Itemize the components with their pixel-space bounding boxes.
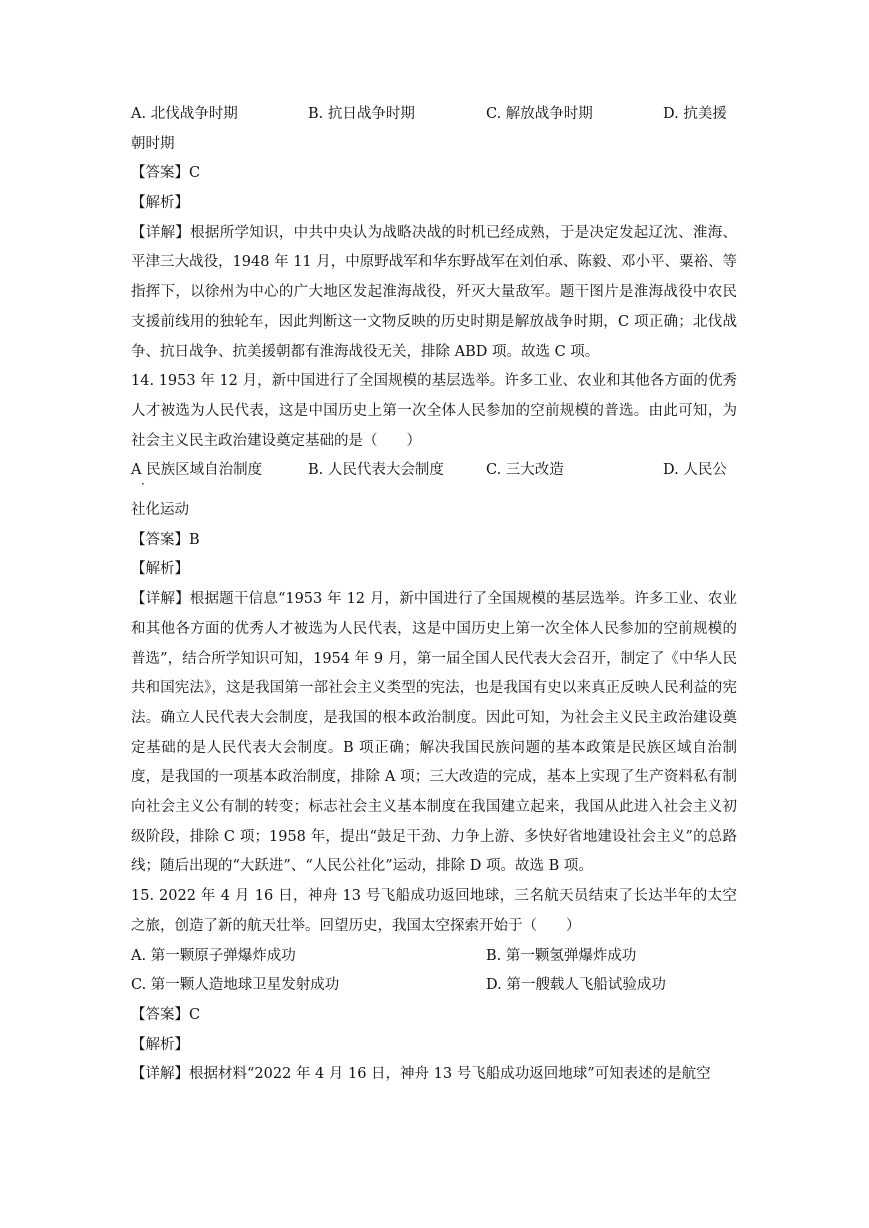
q14-option-a: A 民族区域自治制度: [131, 462, 263, 479]
q13-option-c: C. 解放战争时期: [486, 106, 593, 122]
q13-answer: 【答案】C: [131, 165, 201, 182]
q15-option-a: A. 第一颗原子弹爆炸成功: [131, 947, 296, 964]
q14-option-d: D. 人民公: [663, 462, 727, 479]
q15-detail: 【详解】根据材料“2022 年 4 月 16 日，神舟 13 号飞船成功返回地球”可知表述的是航空: [131, 1066, 711, 1083]
q14-options: [131, 456, 737, 492]
q13-analysis-heading: 【解析】: [131, 195, 189, 212]
q13-detail: 【详解】根据所学知识，中共中央认为战略决战的时机已经成熟，于是决定发起辽沈、淮海、平津三大战役，1948 年 11 月，中原野战军和华东野战军在刘伯承、陈毅、邓小平、粟裕、等指挥下，以徐州为中心的广大地区发起淮海战役，歼灭大量敌军。题干图片是淮海战役中农民支援前线用的独轮车，因此判断这一文物反映的历史时期是解放战争时期，C 项正确；北伐战争、抗日战争、抗美援朝都有淮海战役无关，排除 ABD 项。故选 C 项。: [131, 224, 737, 360]
q15-option-d: D. 第一艘载人飞船试验成功: [486, 977, 666, 994]
q15-options-row-2: [131, 971, 737, 1001]
q15-option-b: B. 第一颗氢弹爆炸成功: [486, 947, 637, 964]
q13-option-continuation: 朝时期: [131, 135, 175, 152]
q15-analysis-heading: 【解析】: [131, 1036, 189, 1053]
q14-option-continuation: 社化运动: [131, 502, 189, 519]
q15-stem: 15. 2022 年 4 月 16 日，神舟 13 号飞船成功返回地球，三名航天员结束了长达半年的太空之旅，创造了新的航天壮举。回望历史，我国太空探索开始于（ ）: [131, 888, 737, 934]
q14-option-b: B. 人民代表大会制度: [308, 462, 444, 479]
q14-analysis-heading: 【解析】: [131, 561, 189, 578]
q14-dot-mark: ·: [141, 477, 145, 492]
q13-option-a: A. 北伐战争时期: [131, 106, 238, 122]
q14-detail: 【详解】根据题干信息“1953 年 12 月，新中国进行了全国规模的基层选举。许多工业、农业和其他各方面的优秀人才被选为人民代表，这是中国历史上第一次全体人民参加的空前规模的普选”，结合所学知识可知，1954 年 9 月，第一届全国人民代表大会召开，制定了《中华人民共和国宪法》，这是我国第一部社会主义类型的宪法，也是我国有史以来真正反映人民利益的宪法。确立人民代表大会制度，是我国的根本政治制度。因此可知，为社会主义民主政治建设奠定基础的是人民代表大会制度。B 项正确；解决我国民族问题的基本政策是民族区域自治制度，是我国的一项基本政治制度，排除 A 项；三大改造的完成，基本上实现了生产资料私有制向社会主义公有制的转变；标志社会主义基本制度在我国建立起来，我国从此进入社会主义初级阶段，排除 C 项；1958 年，提出“鼓足干劲、力争上游、多快好省地建设社会主义”的总路线；随后出现的“大跃进”、“人民公社化”运动，排除 D 项。故选 B 项。: [131, 591, 737, 875]
document-page: [131, 100, 737, 1090]
q14-answer: 【答案】B: [131, 531, 200, 548]
q15-option-c: C. 第一颗人造地球卫星发射成功: [131, 977, 340, 994]
q15-answer: 【答案】C: [131, 1006, 201, 1023]
q13-options: [131, 100, 737, 130]
q15-options-row-1: [131, 942, 737, 972]
q13-option-b: B. 抗日战争时期: [308, 106, 415, 122]
q13-option-d: D. 抗美援: [663, 106, 727, 122]
q14-option-c: C. 三大改造: [486, 462, 564, 479]
q14-stem: 14. 1953 年 12 月，新中国进行了全国规模的基层选举。许多工业、农业和其他各方面的优秀人才被选为人民代表，这是中国历史上第一次全体人民参加的空前规模的普选。由此可知，为社会主义民主政治建设奠定基础的是（ ）: [131, 373, 737, 449]
